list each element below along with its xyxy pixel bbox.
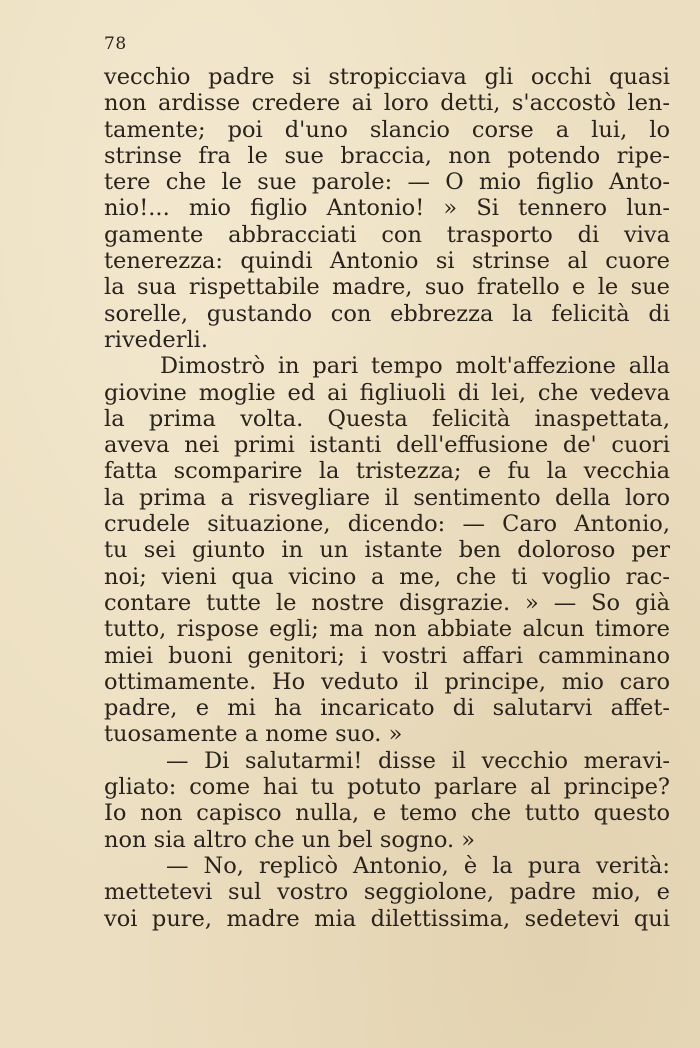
text-line: la prima volta. Questa felicità inaspettata, (104, 405, 670, 432)
text-line: fatta scomparire la tristezza; e fu la vecchia (104, 458, 670, 485)
text-line: tere che le sue parole: — O mio figlio Anto- (104, 169, 670, 196)
text-line: aveva nei primi istanti dell'effusione de' cuori (104, 432, 670, 459)
text-line: — Di salutarmi! disse il vecchio meravi- (166, 747, 670, 774)
text-line: non ardisse credere ai loro detti, s'accostò len- (104, 90, 670, 117)
text-line: vecchio padre si stropicciava gli occhi quasi (104, 64, 670, 90)
text-line: tamente; poi d'uno slancio corse a lui, lo (104, 116, 670, 143)
text-line: crudele situazione, dicendo: — Caro Antonio, (104, 511, 670, 538)
text-line: gamente abbracciati con trasporto di viva (104, 221, 670, 248)
text-line: sorelle, gustando con ebbrezza la felicità di (104, 300, 670, 327)
text-line: non sia altro che un bel sogno. » (104, 826, 476, 853)
text-line: gliato: come hai tu potuto parlare al principe? (104, 774, 670, 801)
text-line: tuosamente a nome suo. » (104, 721, 403, 748)
text-line: padre, e mi ha incaricato di salutarvi affet- (104, 695, 670, 722)
text-line: voi pure, madre mia dilettissima, sedetevi qui (104, 905, 670, 932)
text-line: noi; vieni qua vicino a me, che ti voglio rac- (104, 563, 670, 590)
text-line: ottimamente. Ho veduto il principe, mio caro (104, 668, 670, 695)
text-line: tu sei giunto in un istante ben doloroso per (104, 537, 670, 564)
text-line: miei buoni genitori; i vostri affari camminano (104, 642, 670, 669)
text-line: Io non capisco nulla, e temo che tutto questo (104, 800, 670, 827)
text-line: tutto, rispose egli; ma non abbiate alcun timore (104, 616, 670, 643)
text-line: mettetevi sul vostro seggiolone, padre mio, e (104, 879, 670, 906)
text-line: giovine moglie ed ai figliuoli di lei, che vedeva (104, 379, 670, 406)
text-line: la prima a risvegliare il sentimento della loro (104, 484, 670, 511)
text-line: rivederli. (104, 326, 208, 353)
body-text (104, 64, 670, 932)
text-line: la sua rispettabile madre, suo fratello e le sue (104, 274, 670, 301)
text-line: tenerezza: quindi Antonio si strinse al cuore (104, 248, 670, 275)
text-line: contare tutte le nostre disgrazie. » — So già (104, 589, 670, 616)
text-line: Dimostrò in pari tempo molt'affezione alla (160, 353, 670, 380)
text-line: nio!... mio figlio Antonio! » Si tennero lun- (104, 195, 670, 222)
page-number: 78 (104, 34, 127, 54)
text-line: strinse fra le sue braccia, non potendo ripe- (104, 142, 670, 169)
text-line: — No, replicò Antonio, è la pura verità: (166, 852, 670, 879)
